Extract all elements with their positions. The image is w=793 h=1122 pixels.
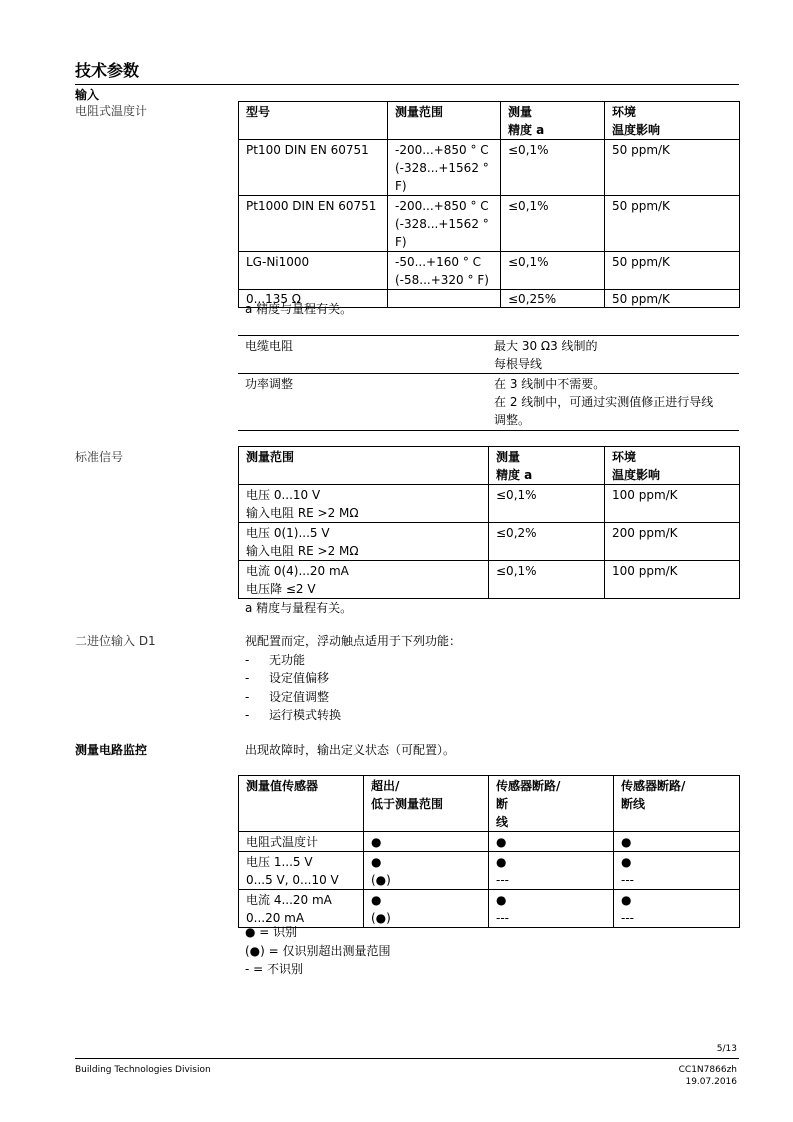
table-cell: 100 ppm/K [605, 561, 740, 599]
label-rtd: 电阻式温度计 [75, 104, 148, 118]
standard-footnote: a 精度与量程有关。 [245, 601, 353, 615]
table-cell: Pt100 DIN EN 60751 [239, 140, 388, 196]
list-item: - 运行模式转换 [245, 708, 342, 722]
table-cell [388, 290, 501, 308]
binary-input-intro: 视配置而定，浮动触点适用于下列功能： [245, 634, 462, 648]
table-cell: ≤0,1% [501, 252, 605, 290]
table-cell: 50 ppm/K [605, 196, 740, 252]
header-cell: 传感器断路/ 断 线 [489, 776, 614, 832]
table-cell: ● --- [489, 852, 614, 890]
rtd-footnote: a 精度与量程有关。 [245, 302, 353, 316]
table-cell: ≤0,2% [489, 523, 605, 561]
cable-table [238, 335, 739, 431]
label-measuring-circuit-monitoring: 测量电路监控 [75, 743, 148, 757]
monitoring-table [238, 775, 740, 928]
table-cell: ≤0,1% [489, 561, 605, 599]
header-cell: 环境 温度影响 [605, 102, 740, 140]
table-cell: 电阻式温度计 [239, 832, 364, 852]
table-row [239, 852, 740, 890]
header-cell: 测量 精度 a [489, 447, 605, 485]
label-binary-input: 二进位输入 D1 [75, 634, 156, 648]
list-item: - 无功能 [245, 653, 306, 667]
footer-doc-code: CC1N7866zh [678, 1065, 737, 1075]
header-cell: 型号 [239, 102, 388, 140]
table-cell: ≤0,25% [501, 290, 605, 308]
table-cell: 电压 1...5 V 0...5 V, 0...10 V [239, 852, 364, 890]
footer-division: Building Technologies Division [75, 1065, 211, 1075]
table-cell: 200 ppm/K [605, 523, 740, 561]
table-cell: LG-Ni1000 [239, 252, 388, 290]
table-cell: ● [489, 832, 614, 852]
header-cell: 环境 温度影响 [605, 447, 740, 485]
table-cell: 0...135 Ω [239, 290, 388, 308]
list-item: - 设定值调整 [245, 690, 330, 704]
table-cell: 功率调整 [238, 374, 487, 431]
table-cell: ● --- [489, 890, 614, 928]
table-row [239, 140, 740, 196]
table-cell: ≤0,1% [501, 140, 605, 196]
table-cell: -200...+850 ° C (-328...+1562 ° F) [388, 196, 501, 252]
table-cell: 电流 4...20 mA 0...20 mA [239, 890, 364, 928]
header-cell: 测量范围 [239, 447, 489, 485]
table-cell: ≤0,1% [489, 485, 605, 523]
table-cell: 在 3 线制中不需要。 在 2 线制中，可通过实测值修正进行导线 调整。 [487, 374, 739, 431]
table-cell: ● --- [614, 890, 740, 928]
table-cell: 电压 0...10 V 输入电阻 RE >2 MΩ [239, 485, 489, 523]
table-cell: -200...+850 ° C (-328...+1562 ° F) [388, 140, 501, 196]
table-row [239, 890, 740, 928]
list-item: - 设定值偏移 [245, 671, 330, 685]
title-divider [75, 84, 739, 85]
table-row [238, 336, 739, 374]
footer-date: 19.07.2016 [685, 1077, 737, 1087]
section-heading-input: 输入 [75, 88, 100, 102]
standard-signal-table [238, 446, 740, 599]
legend-not-recognized: - = 不识别 [245, 962, 304, 976]
table-row [239, 485, 740, 523]
table-row [239, 561, 740, 599]
table-row [239, 832, 740, 852]
table-header-row [239, 447, 740, 485]
page-title: 技术参数 [75, 61, 140, 80]
table-cell: 电流 0(4)...20 mA 电压降 ≤2 V [239, 561, 489, 599]
legend-out-of-range-only: (●) = 仅识别超出测量范围 [245, 944, 391, 958]
table-cell: ● --- [614, 852, 740, 890]
header-cell: 测量范围 [388, 102, 501, 140]
table-cell: -50...+160 ° C (-58...+320 ° F) [388, 252, 501, 290]
header-cell: 超出/ 低于测量范围 [364, 776, 489, 832]
table-cell: ≤0,1% [501, 196, 605, 252]
table-row [238, 374, 739, 431]
table-cell: 50 ppm/K [605, 252, 740, 290]
table-cell: ● (●) [364, 852, 489, 890]
table-cell: ● [364, 832, 489, 852]
table-cell: 50 ppm/K [605, 290, 740, 308]
table-cell: 50 ppm/K [605, 140, 740, 196]
monitor-intro: 出现故障时，输出定义状态（可配置）。 [245, 743, 456, 757]
table-cell: ● (●) [364, 890, 489, 928]
table-cell: ● [614, 832, 740, 852]
table-cell: 电压 0(1)...5 V 输入电阻 RE >2 MΩ [239, 523, 489, 561]
table-cell: 最大 30 Ω3 线制的 每根导线 [494, 339, 598, 371]
table-cell: 100 ppm/K [605, 485, 740, 523]
table-cell: Pt1000 DIN EN 60751 [239, 196, 388, 252]
table-row [239, 196, 740, 252]
table-header-row [239, 102, 740, 140]
table-row [239, 252, 740, 290]
legend-recognized: ● = 识别 [245, 925, 298, 939]
rtd-table [238, 101, 740, 308]
header-cell: 测量 精度 a [501, 102, 605, 140]
header-cell: 传感器断路/ 断线 [614, 776, 740, 832]
table-cell: 电缆电阻 [245, 339, 294, 353]
footer-divider [75, 1058, 739, 1059]
label-standard-signal: 标准信号 [75, 450, 124, 464]
table-row [239, 523, 740, 561]
header-cell: 测量值传感器 [239, 776, 364, 832]
page-number: 5/13 [716, 1044, 737, 1054]
table-header-row [239, 776, 740, 832]
